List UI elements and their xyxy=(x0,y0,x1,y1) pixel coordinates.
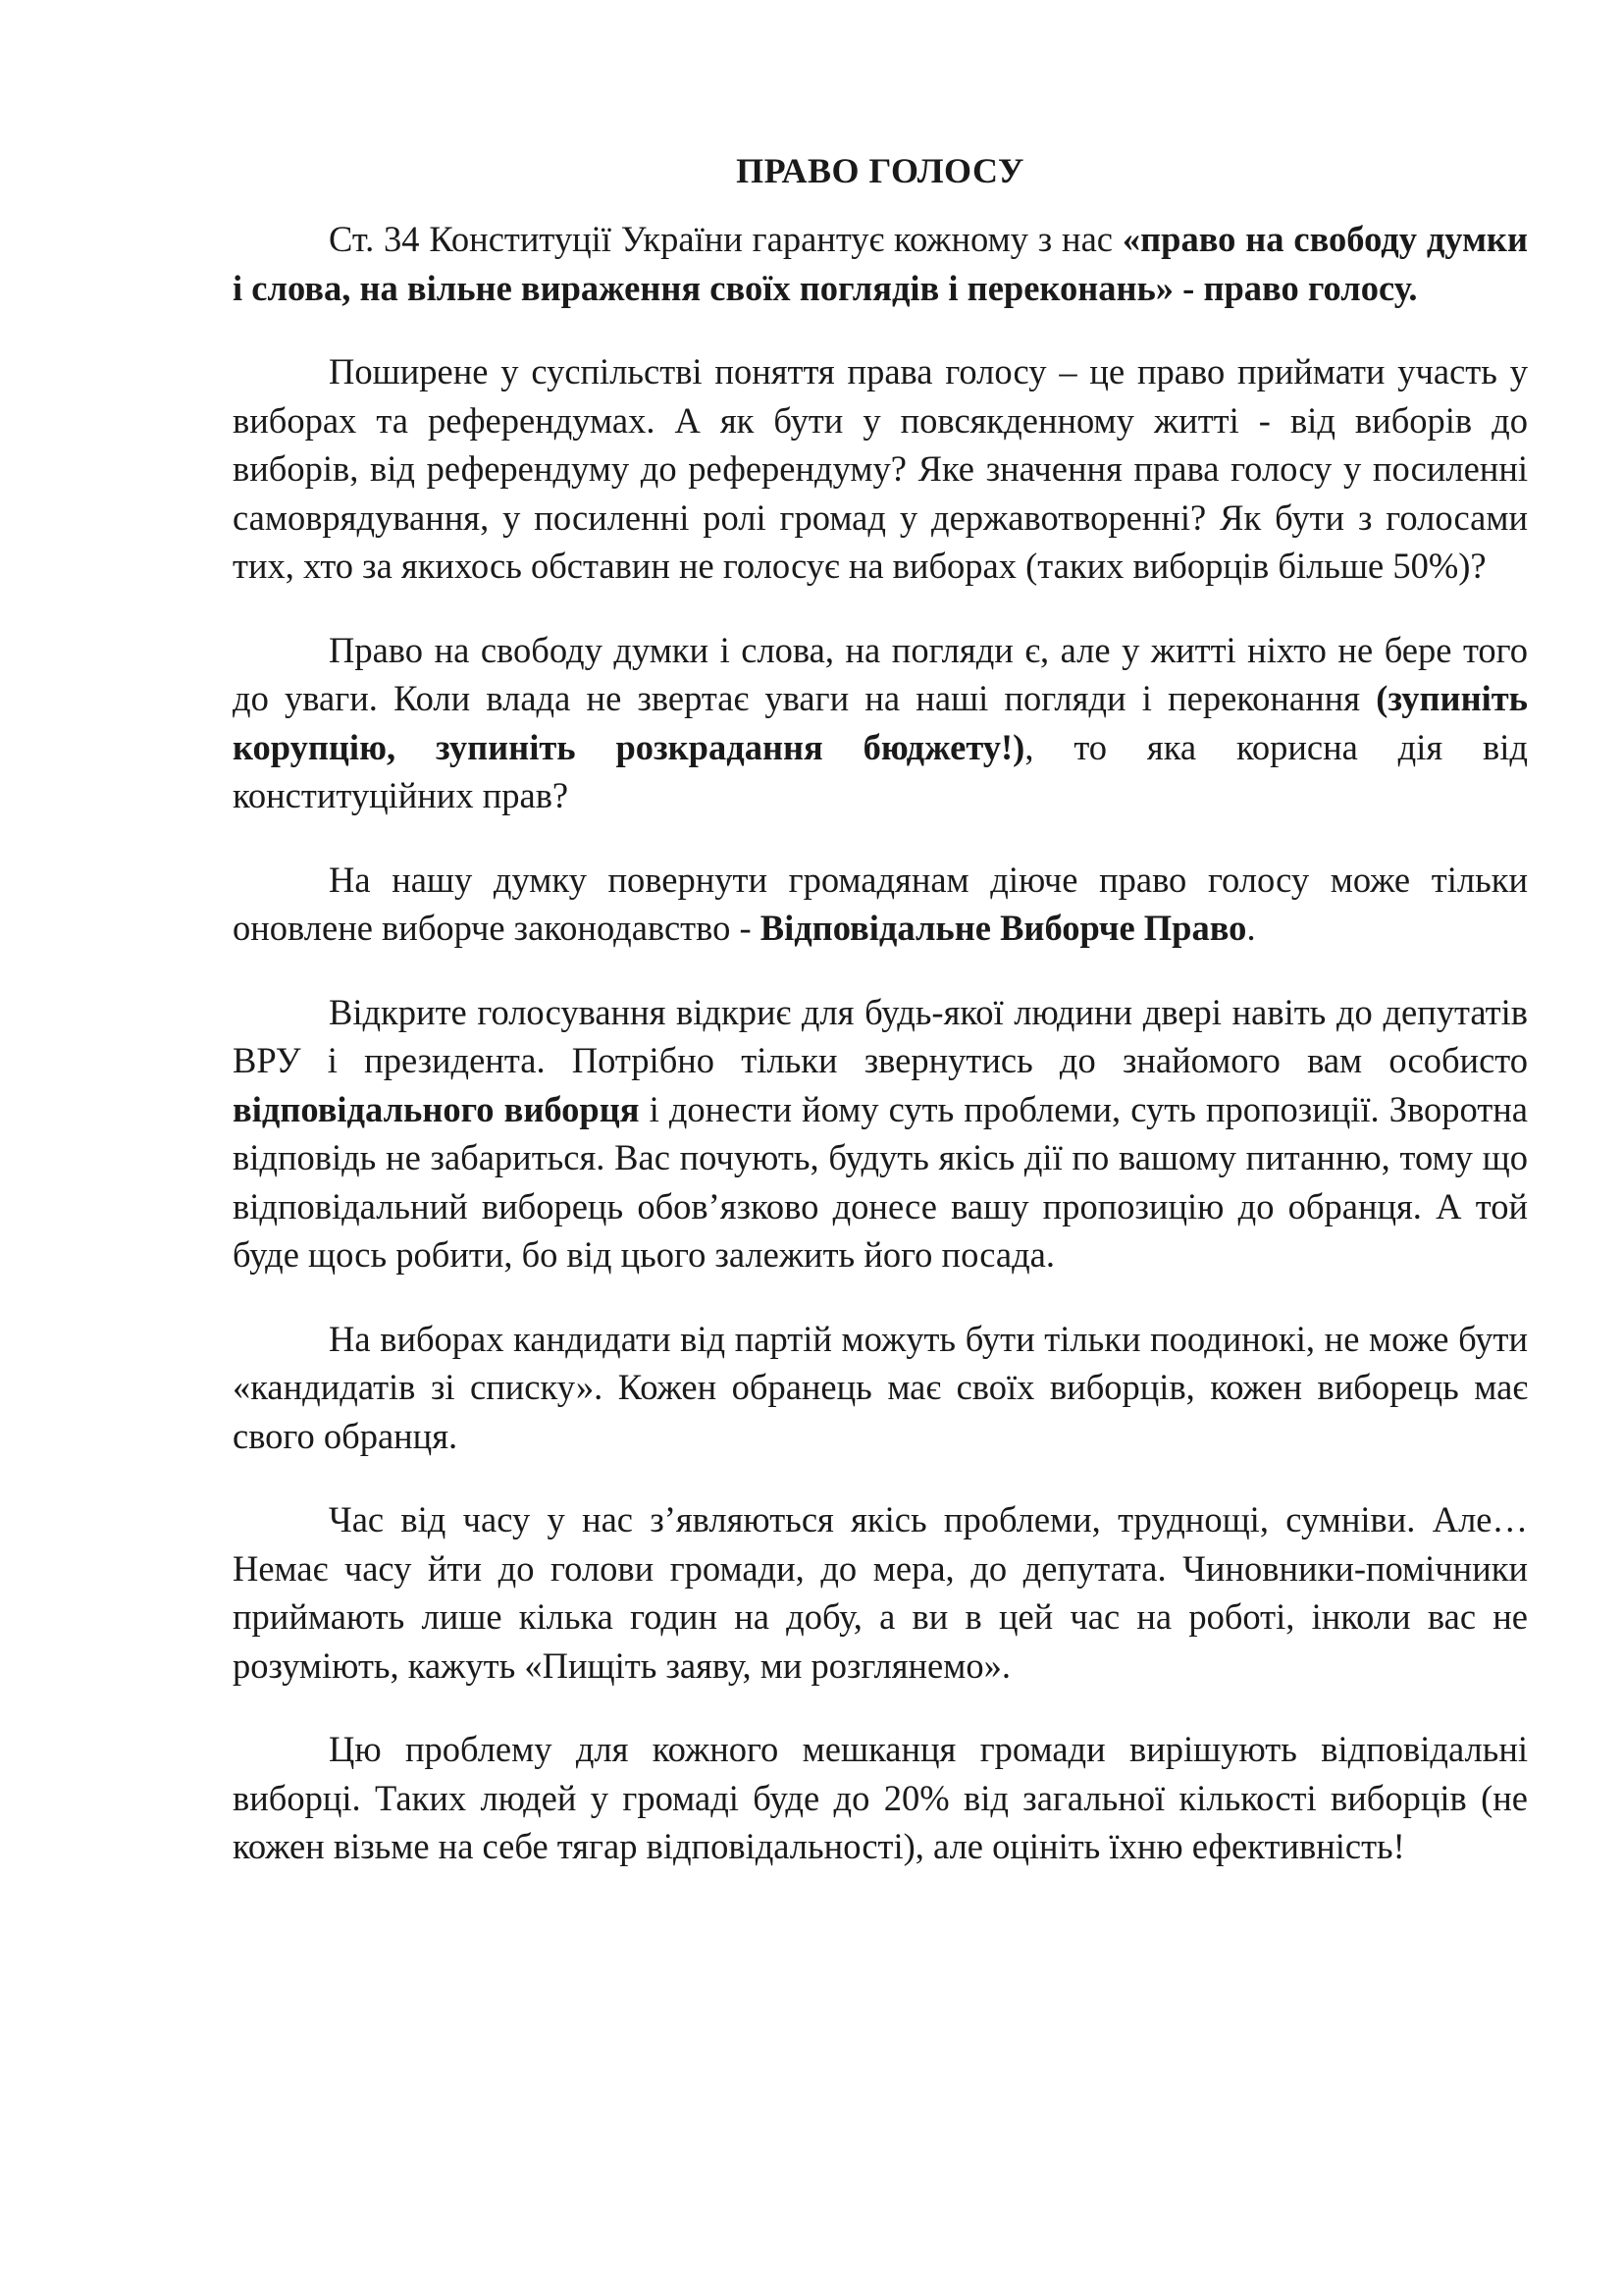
paragraph-3-text: Право на свободу думки і слова, на погляди є, але у житті ніхто не бере того до уваги. Коли влада не звертає уваги на наші погляди і переконання xyxy=(233,629,1528,718)
paragraph-7: Час від часу у нас з’являються якісь проблеми, труднощі, сумніви. Але… Немає часу йти до голови громади, до мера, до депутата. Чиновники-помічники приймають лише кілька годин на добу, а ви в цей час на роботі, інколи вас не розуміють, кажуть «Пищіть заяву, ми розглянемо». xyxy=(233,1499,1528,1686)
paragraph-3-tail: , то яка корисна дія від конституційних прав? xyxy=(233,726,1528,815)
paragraph-4-tail: . xyxy=(1246,908,1256,948)
paragraph-3-bold: (зупиніть корупцію, зупиніть розкрадання бюджету!) xyxy=(233,678,1528,767)
document-page xyxy=(233,147,1528,1906)
paragraph-1-bold: «право на свободу думки і слова, на вільне вираження своїх поглядів і переконань» - право голосу. xyxy=(233,219,1528,308)
paragraph-5-text: Відкрите голосування відкриє для будь-якої людини двері навіть до депутатів ВРУ і президента. Потрібно тільки звернутись до знайомого вам особисто xyxy=(233,991,1528,1080)
paragraph-2: Поширене у суспільстві поняття права голосу – це право приймати участь у виборах та референдумах. А як бути у повсякденному житті - від виборів до виборів, від референдуму до референдуму? Яке значення права голосу у посиленні самоврядування, у посиленні ролі громад у державотворенні? Як бути з голосами тих, хто за якихось обставин не голосує на виборах (таких виборців більше 50%)? xyxy=(233,351,1528,586)
paragraph-4 xyxy=(233,856,1528,953)
paragraph-8: Цю проблему для кожного мешканця громади вирішують відповідальні виборці. Таких людей у громаді буде до 20% від загальної кількості виборців (не кожен візьме на себе тягар відповідальності), але оцініть їхню ефективність! xyxy=(233,1729,1528,1866)
paragraph-1-text: Ст. 34 Конституції України гарантує кожному з нас xyxy=(329,219,1123,259)
paragraph-1 xyxy=(233,215,1528,312)
paragraph-5-bold: відповідального виборця xyxy=(233,1088,640,1129)
paragraph-6: На виборах кандидати від партій можуть бути тільки поодинокі, не може бути «кандидатів зі списку». Кожен обранець має своїх виборців, кожен виборець має свого обранця. xyxy=(233,1318,1528,1456)
paragraph-4-text: На нашу думку повернути громадянам діюче право голосу може тільки оновлене виборче законодавство - xyxy=(233,859,1528,948)
paragraph-3 xyxy=(233,626,1528,820)
paragraph-5-tail: і донести йому суть проблеми, суть пропозиції. Зворотна відповідь не забариться. Вас почують, будуть якісь дії по вашому питанню, тому що відповідальний виборець обов’язково донесе вашу пропозицію до обранця. А той буде щось робити, бо від цього залежить його посада. xyxy=(233,1088,1529,1275)
document-title: ПРАВО ГОЛОСУ xyxy=(736,151,1024,190)
paragraph-4-bold: Відповідальне Виборче Право xyxy=(759,908,1247,948)
paragraph-5 xyxy=(233,988,1528,1279)
